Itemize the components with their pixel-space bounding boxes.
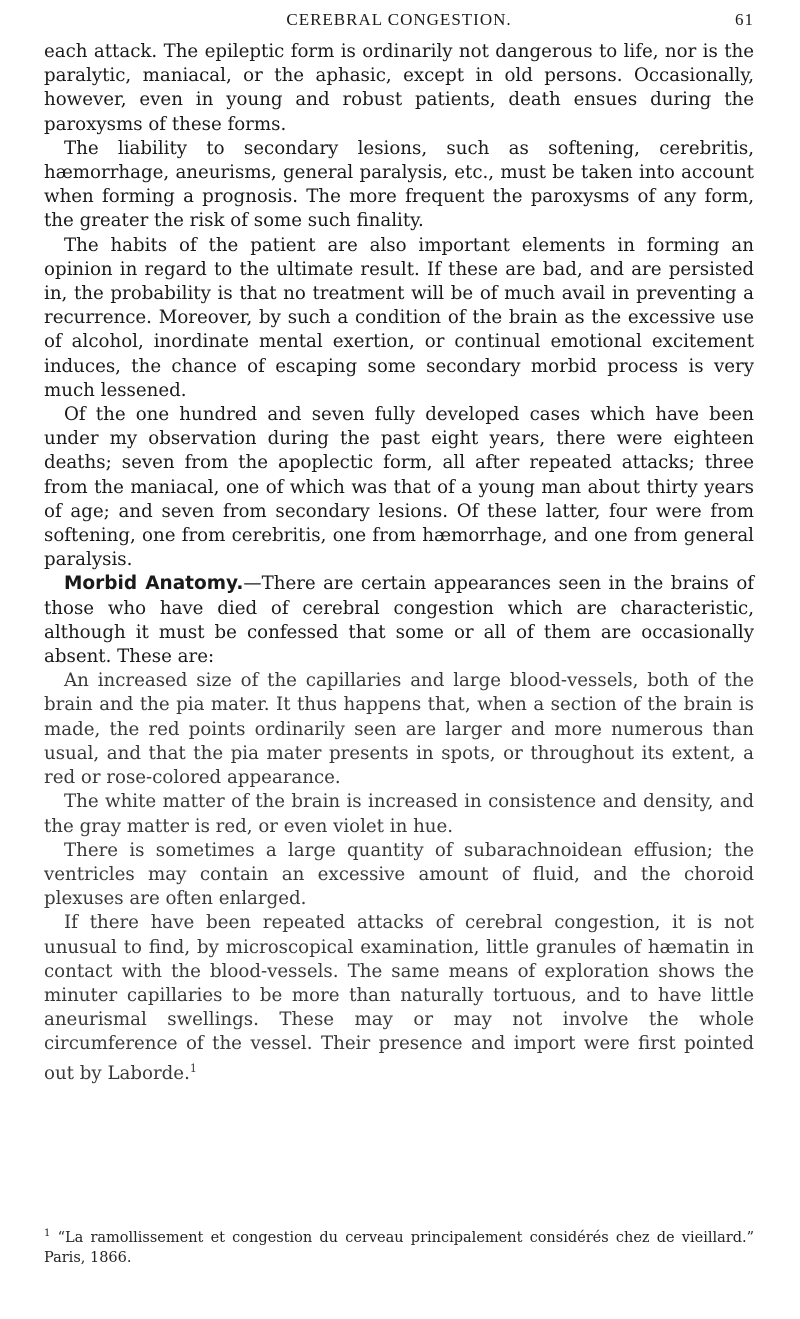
- paragraph: The habits of the patient are also important elements in forming an opinion in regard to the ultimate result. If these are bad, and are persisted in, the probability is that no treatment will be of much avail in preventing a recurrence. Moreover, by such a condition of the brain as the excessive use of alcohol, inordinate mental exertion, or continual emotional excitement induces, the chance of escaping some secondary morbid process is very much lessened.: [44, 234, 754, 401]
- footnote: [44, 1224, 754, 1268]
- paragraph: each attack. The epileptic form is ordinarily not dangerous to life, nor is the paralytic, maniacal, or the aphasic, except in old persons. Occasionally, however, even in young and robust patients, death ensues during the paroxysms of these forms.: [44, 41, 754, 135]
- section-paragraph: [44, 572, 754, 669]
- running-title: CEREBRAL CONGESTION.: [286, 10, 512, 29]
- paragraph-text: If there have been repeated attacks of cerebral congestion, it is not unusual to find, by microscopical examination, little granules of hæmatin in contact with the blood-vessels. The same means of exploration shows the minuter capillaries to be more than naturally tortuous, and to have little aneurismal swellings. These may or may not involve the whole circumference of the vessel. Their presence and import were first pointed out by Laborde.: [44, 912, 754, 1084]
- footnote-marker: 1: [44, 1228, 51, 1239]
- paragraph: An increased size of the capillaries and large blood-vessels, both of the brain and the pia mater. It thus happens that, when a section of the brain is made, the red points ordinarily seen are larger and more numerous than usual, and that the pia mater presents in spots, or throughout its extent, a red or rose-colored appearance.: [44, 670, 754, 789]
- paragraph: Of the one hundred and seven fully developed cases which have been under my observation during the past eight years, there were eighteen deaths; seven from the apoplectic form, all after repeated attacks; three from the maniacal, one of which was that of a young man about thirty years of age; and seven from secondary lesions. Of these latter, four were from softening, one from cerebritis, one from hæmorrhage, and one from general paralysis.: [44, 404, 754, 571]
- footnote-text: “La ramollissement et congestion du cerveau principalement considérés chez de vieillard.” Paris, 1866.: [44, 1229, 754, 1266]
- paragraph: There is sometimes a large quantity of subarachnoidean effusion; the ventricles may contain an excessive amount of fluid, and the choroid plexuses are often enlarged.: [44, 839, 754, 910]
- body-text: [44, 40, 754, 1086]
- paragraph: The liability to secondary lesions, such as softening, cerebritis, hæmorrhage, aneurisms, general paralysis, etc., must be taken into account when forming a prognosis. The more frequent the paroxysms of any form, the greater the risk of some such finality.: [44, 137, 754, 232]
- section-heading: Morbid Anatomy.: [64, 573, 244, 595]
- paragraph: [44, 911, 754, 1085]
- paragraph: The white matter of the brain is increased in consistence and density, and the gray matter is red, or even violet in hue.: [44, 791, 754, 837]
- section-intro: —There are certain appearances seen in the brains of those who have died of cerebral congestion which are characteristic, although it must be confessed that some or all of them are occasionally absent. These are:: [44, 573, 755, 668]
- page-number: 61: [735, 10, 754, 29]
- running-header: [44, 10, 754, 36]
- footnote-reference: 1: [189, 1061, 197, 1075]
